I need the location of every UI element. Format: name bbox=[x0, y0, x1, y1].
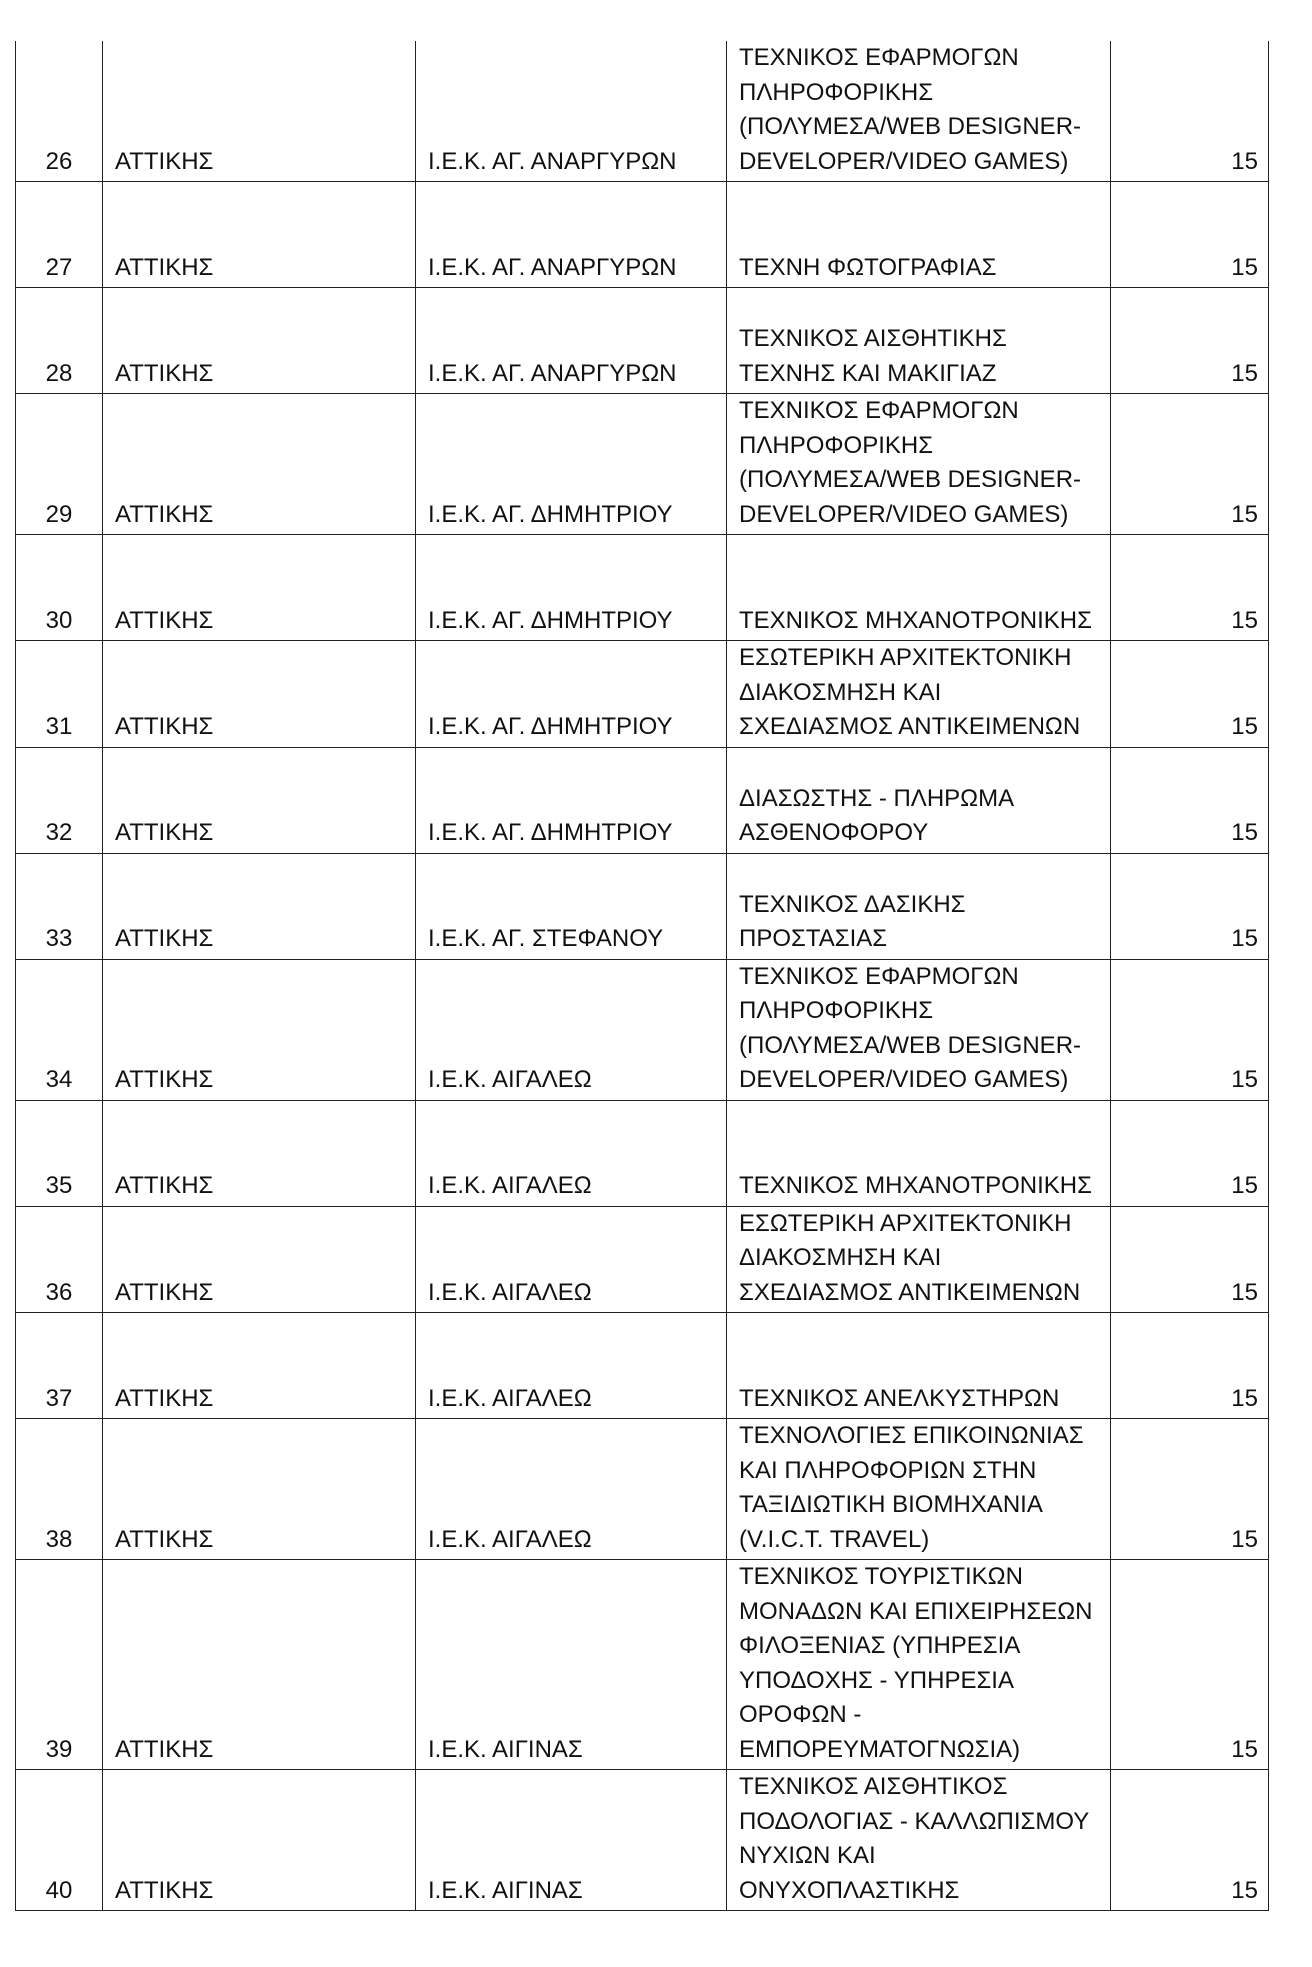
row-number: 35 bbox=[16, 1100, 103, 1206]
table-row bbox=[16, 959, 1269, 1100]
specialty-cell: ΤΕΧΝΙΚΟΣ ΑΙΣΘΗΤΙΚΗΣ ΤΕΧΝΗΣ ΚΑΙ ΜΑΚΙΓΙΑΖ bbox=[727, 288, 1111, 394]
region-cell: ΑΤΤΙΚΗΣ bbox=[103, 535, 416, 641]
region-cell: ΑΤΤΙΚΗΣ bbox=[103, 747, 416, 853]
seats-count-cell: 15 bbox=[1111, 959, 1269, 1100]
region-cell: ΑΤΤΙΚΗΣ bbox=[103, 1770, 416, 1911]
seats-count-cell: 15 bbox=[1111, 641, 1269, 748]
school-cell: Ι.Ε.Κ. ΑΓ. ΔΗΜΗΤΡΙΟΥ bbox=[416, 535, 727, 641]
school-cell: Ι.Ε.Κ. ΑΓ. ΔΗΜΗΤΡΙΟΥ bbox=[416, 747, 727, 853]
school-cell: Ι.Ε.Κ. ΑΓ. ΑΝΑΡΓΥΡΩΝ bbox=[416, 182, 727, 288]
specialty-cell: ΕΣΩΤΕΡΙΚΗ ΑΡΧΙΤΕΚΤΟΝΙΚΗ ΔΙΑΚΟΣΜΗΣΗ ΚΑΙ ΣΧΕΔΙΑΣΜΟΣ ΑΝΤΙΚΕΙΜΕΝΩΝ bbox=[727, 1206, 1111, 1313]
table-row bbox=[16, 1100, 1269, 1206]
region-cell: ΑΤΤΙΚΗΣ bbox=[103, 394, 416, 535]
specialty-cell: ΤΕΧΝΙΚΟΣ ΜΗΧΑΝΟΤΡΟΝΙΚΗΣ bbox=[727, 535, 1111, 641]
row-number: 38 bbox=[16, 1419, 103, 1560]
row-number: 28 bbox=[16, 288, 103, 394]
school-cell: Ι.Ε.Κ. ΑΙΓΑΛΕΩ bbox=[416, 1419, 727, 1560]
school-cell: Ι.Ε.Κ. ΑΓ. ΣΤΕΦΑΝΟΥ bbox=[416, 853, 727, 959]
seats-count-cell: 15 bbox=[1111, 1770, 1269, 1911]
region-cell: ΑΤΤΙΚΗΣ bbox=[103, 288, 416, 394]
region-cell: ΑΤΤΙΚΗΣ bbox=[103, 1560, 416, 1770]
row-number: 29 bbox=[16, 394, 103, 535]
seats-count-cell: 15 bbox=[1111, 1100, 1269, 1206]
table-row bbox=[16, 1419, 1269, 1560]
row-number: 30 bbox=[16, 535, 103, 641]
region-cell: ΑΤΤΙΚΗΣ bbox=[103, 1313, 416, 1419]
row-number: 31 bbox=[16, 641, 103, 748]
table-row bbox=[16, 288, 1269, 394]
table-row bbox=[16, 1770, 1269, 1911]
row-number: 27 bbox=[16, 182, 103, 288]
seats-count-cell: 15 bbox=[1111, 288, 1269, 394]
table-row bbox=[16, 1206, 1269, 1313]
row-number: 39 bbox=[16, 1560, 103, 1770]
specialty-cell: ΤΕΧΝΙΚΟΣ ΑΙΣΘΗΤΙΚΟΣ ΠΟΔΟΛΟΓΙΑΣ - ΚΑΛΛΩΠΙΣΜΟΥ ΝΥΧΙΩΝ ΚΑΙ ΟΝΥΧΟΠΛΑΣΤΙΚΗΣ bbox=[727, 1770, 1111, 1911]
region-cell: ΑΤΤΙΚΗΣ bbox=[103, 641, 416, 748]
table-row bbox=[16, 394, 1269, 535]
seats-count-cell: 15 bbox=[1111, 853, 1269, 959]
specialty-cell: ΔΙΑΣΩΣΤΗΣ - ΠΛΗΡΩΜΑ ΑΣΘΕΝΟΦΟΡΟΥ bbox=[727, 747, 1111, 853]
specialty-cell: ΤΕΧΝΙΚΟΣ ΑΝΕΛΚΥΣΤΗΡΩΝ bbox=[727, 1313, 1111, 1419]
row-number: 33 bbox=[16, 853, 103, 959]
row-number: 32 bbox=[16, 747, 103, 853]
table-row bbox=[16, 641, 1269, 748]
seats-count-cell: 15 bbox=[1111, 41, 1269, 182]
row-number: 26 bbox=[16, 41, 103, 182]
school-cell: Ι.Ε.Κ. ΑΙΓΙΝΑΣ bbox=[416, 1770, 727, 1911]
seats-count-cell: 15 bbox=[1111, 182, 1269, 288]
region-cell: ΑΤΤΙΚΗΣ bbox=[103, 182, 416, 288]
row-number: 34 bbox=[16, 959, 103, 1100]
table-row bbox=[16, 747, 1269, 853]
table-row bbox=[16, 535, 1269, 641]
school-cell: Ι.Ε.Κ. ΑΓ. ΑΝΑΡΓΥΡΩΝ bbox=[416, 288, 727, 394]
school-cell: Ι.Ε.Κ. ΑΙΓΙΝΑΣ bbox=[416, 1560, 727, 1770]
school-cell: Ι.Ε.Κ. ΑΙΓΑΛΕΩ bbox=[416, 1313, 727, 1419]
region-cell: ΑΤΤΙΚΗΣ bbox=[103, 959, 416, 1100]
school-cell: Ι.Ε.Κ. ΑΓ. ΑΝΑΡΓΥΡΩΝ bbox=[416, 41, 727, 182]
row-number: 36 bbox=[16, 1206, 103, 1313]
table-row bbox=[16, 1560, 1269, 1770]
seats-count-cell: 15 bbox=[1111, 747, 1269, 853]
table-row bbox=[16, 853, 1269, 959]
seats-count-cell: 15 bbox=[1111, 535, 1269, 641]
specialty-cell: ΤΕΧΝΙΚΟΣ ΕΦΑΡΜΟΓΩΝ ΠΛΗΡΟΦΟΡΙΚΗΣ (ΠΟΛΥΜΕΣΑ/WEB DESIGNER- DEVELOPER/VIDEO GAMES) bbox=[727, 959, 1111, 1100]
specialty-cell: ΤΕΧΝΙΚΟΣ ΤΟΥΡΙΣΤΙΚΩΝ ΜΟΝΑΔΩΝ ΚΑΙ ΕΠΙΧΕΙΡΗΣΕΩΝ ΦΙΛΟΞΕΝΙΑΣ (ΥΠΗΡΕΣΙΑ ΥΠΟΔΟΧΗΣ - ΥΠΗΡΕΣΙΑ ΟΡΟΦΩΝ - ΕΜΠΟΡΕΥΜΑΤΟΓΝΩΣΙΑ) bbox=[727, 1560, 1111, 1770]
table-body bbox=[16, 41, 1269, 1911]
school-cell: Ι.Ε.Κ. ΑΙΓΑΛΕΩ bbox=[416, 1100, 727, 1206]
seats-count-cell: 15 bbox=[1111, 1206, 1269, 1313]
specialty-cell: ΤΕΧΝΙΚΟΣ ΕΦΑΡΜΟΓΩΝ ΠΛΗΡΟΦΟΡΙΚΗΣ (ΠΟΛΥΜΕΣΑ/WEB DESIGNER- DEVELOPER/VIDEO GAMES) bbox=[727, 394, 1111, 535]
region-cell: ΑΤΤΙΚΗΣ bbox=[103, 1206, 416, 1313]
region-cell: ΑΤΤΙΚΗΣ bbox=[103, 41, 416, 182]
table-row bbox=[16, 41, 1269, 182]
row-number: 37 bbox=[16, 1313, 103, 1419]
specialty-cell: ΤΕΧΝΙΚΟΣ ΜΗΧΑΝΟΤΡΟΝΙΚΗΣ bbox=[727, 1100, 1111, 1206]
specialty-cell: ΤΕΧΝΗ ΦΩΤΟΓΡΑΦΙΑΣ bbox=[727, 182, 1111, 288]
row-number: 40 bbox=[16, 1770, 103, 1911]
table-row bbox=[16, 1313, 1269, 1419]
seats-count-cell: 15 bbox=[1111, 394, 1269, 535]
seats-count-cell: 15 bbox=[1111, 1313, 1269, 1419]
specialty-cell: ΤΕΧΝΙΚΟΣ ΕΦΑΡΜΟΓΩΝ ΠΛΗΡΟΦΟΡΙΚΗΣ (ΠΟΛΥΜΕΣΑ/WEB DESIGNER- DEVELOPER/VIDEO GAMES) bbox=[727, 41, 1111, 182]
specialty-cell: ΤΕΧΝΟΛΟΓΙΕΣ ΕΠΙΚΟΙΝΩΝΙΑΣ ΚΑΙ ΠΛΗΡΟΦΟΡΙΩΝ ΣΤΗΝ ΤΑΞΙΔΙΩΤΙΚΗ ΒΙΟΜΗΧΑΝΙΑ (V.I.C.T. TRAVEL) bbox=[727, 1419, 1111, 1560]
table-row bbox=[16, 182, 1269, 288]
school-cell: Ι.Ε.Κ. ΑΓ. ΔΗΜΗΤΡΙΟΥ bbox=[416, 641, 727, 748]
specialty-cell: ΤΕΧΝΙΚΟΣ ΔΑΣΙΚΗΣ ΠΡΟΣΤΑΣΙΑΣ bbox=[727, 853, 1111, 959]
region-cell: ΑΤΤΙΚΗΣ bbox=[103, 1419, 416, 1560]
school-cell: Ι.Ε.Κ. ΑΓ. ΔΗΜΗΤΡΙΟΥ bbox=[416, 394, 727, 535]
school-cell: Ι.Ε.Κ. ΑΙΓΑΛΕΩ bbox=[416, 959, 727, 1100]
region-cell: ΑΤΤΙΚΗΣ bbox=[103, 853, 416, 959]
seats-count-cell: 15 bbox=[1111, 1419, 1269, 1560]
seats-count-cell: 15 bbox=[1111, 1560, 1269, 1770]
region-cell: ΑΤΤΙΚΗΣ bbox=[103, 1100, 416, 1206]
specialties-table bbox=[15, 41, 1269, 1911]
specialty-cell: ΕΣΩΤΕΡΙΚΗ ΑΡΧΙΤΕΚΤΟΝΙΚΗ ΔΙΑΚΟΣΜΗΣΗ ΚΑΙ ΣΧΕΔΙΑΣΜΟΣ ΑΝΤΙΚΕΙΜΕΝΩΝ bbox=[727, 641, 1111, 748]
school-cell: Ι.Ε.Κ. ΑΙΓΑΛΕΩ bbox=[416, 1206, 727, 1313]
